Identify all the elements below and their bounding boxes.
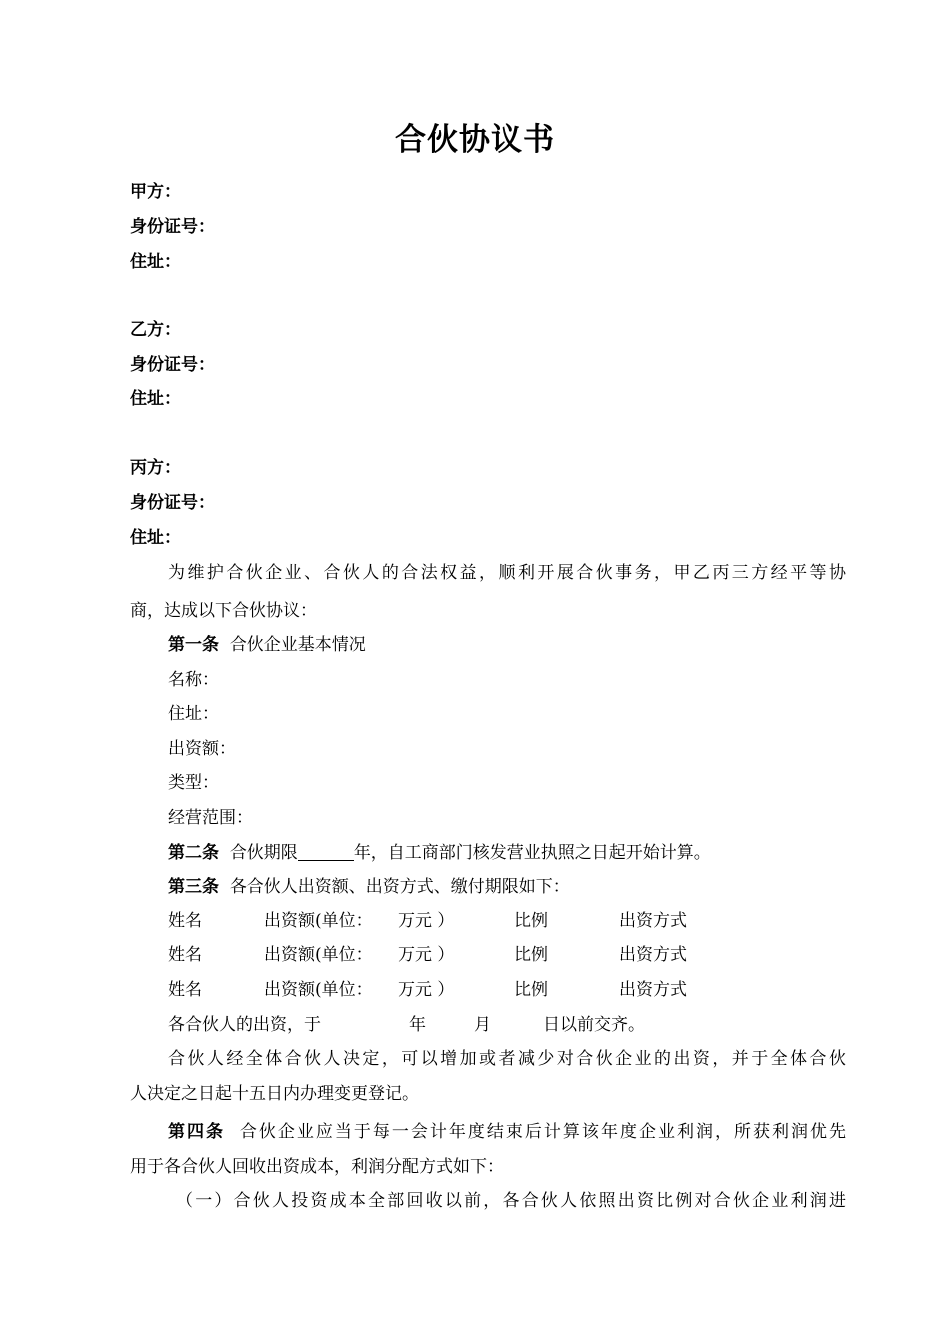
party-c-label: 丙方：: [130, 458, 181, 478]
party-a-address-label: 住址：: [130, 252, 181, 272]
article-2-text-before: 合伙期限: [229, 843, 298, 863]
party-b-id-label: 身份证号：: [130, 355, 215, 375]
row-amount: 出资额(单位：: [264, 945, 373, 965]
deadline-month: 月: [474, 1015, 491, 1035]
contribution-row: [0, 944, 950, 966]
row-unit: 万元 ）: [398, 980, 455, 1000]
article-4-line-2: 用于各合伙人回收出资成本，利润分配方式如下：: [130, 1157, 504, 1177]
article-4-item-1: （一）合伙人投资成本全部回收以前，各合伙人依照出资比例对合伙企业利润进: [176, 1191, 846, 1211]
article-3-heading: 第三条: [168, 877, 219, 897]
article-1-field-name: 名称：: [168, 670, 219, 690]
row-ratio: 比例: [514, 911, 548, 931]
row-amount: 出资额(单位：: [264, 980, 373, 1000]
article-4-line-1: [168, 1121, 846, 1143]
party-c-address-label: 住址：: [130, 528, 181, 548]
contribution-row: [0, 979, 950, 1001]
row-amount: 出资额(单位：: [264, 911, 373, 931]
article-4-text: 合伙企业应当于每一会计年度结束后计算该年度企业利润，所获利润优先: [239, 1122, 847, 1142]
article-1-field-scope: 经营范围：: [168, 808, 253, 828]
preamble-line-1: 为维护合伙企业、合伙人的合法权益，顺利开展合伙事务，甲乙丙三方经平等协: [168, 563, 846, 583]
party-a-label: 甲方：: [130, 182, 181, 202]
article-2-line: [168, 842, 711, 864]
article-1-field-capital: 出资额：: [168, 739, 236, 759]
row-ratio: 比例: [514, 980, 548, 1000]
row-name: 姓名: [168, 980, 202, 1000]
article-3-line: [168, 876, 570, 898]
article-3-text: 各合伙人出资额、出资方式、缴付期限如下：: [229, 877, 570, 897]
row-method: 出资方式: [619, 945, 687, 965]
row-unit: 万元 ）: [398, 945, 455, 965]
deadline-prefix: 各合伙人的出资，于: [168, 1015, 321, 1035]
contribution-row: [0, 910, 950, 932]
article-1-title: 合伙企业基本情况: [229, 635, 366, 655]
deadline-year: 年: [409, 1015, 426, 1035]
article-1-heading: 第一条: [168, 635, 219, 655]
row-ratio: 比例: [514, 945, 548, 965]
row-method: 出资方式: [619, 911, 687, 931]
article-1-heading-line: [168, 634, 366, 656]
preamble-line-2: 商，达成以下合伙协议：: [130, 601, 317, 621]
capital-change-line-1: 合伙人经全体合伙人决定，可以增加或者减少对合伙企业的出资，并于全体合伙: [168, 1049, 846, 1069]
deadline-day: 日以前交齐。: [543, 1015, 645, 1035]
article-2-text-after: 年，自工商部门核发营业执照之日起开始计算。: [353, 843, 711, 863]
party-a-id-label: 身份证号：: [130, 217, 215, 237]
row-name: 姓名: [168, 911, 202, 931]
party-b-address-label: 住址：: [130, 389, 181, 409]
party-c-id-label: 身份证号：: [130, 493, 215, 513]
payment-deadline-line: [0, 1014, 950, 1036]
term-years-blank: [298, 843, 354, 861]
article-1-field-type: 类型：: [168, 773, 219, 793]
row-unit: 万元 ）: [398, 911, 455, 931]
row-method: 出资方式: [619, 980, 687, 1000]
row-name: 姓名: [168, 945, 202, 965]
document-title: 合伙协议书: [395, 122, 555, 158]
party-b-label: 乙方：: [130, 320, 181, 340]
article-2-heading: 第二条: [168, 843, 219, 863]
article-4-heading: 第四条: [168, 1122, 226, 1142]
article-1-field-address: 住址：: [168, 704, 219, 724]
capital-change-line-2: 人决定之日起十五日内办理变更登记。: [130, 1084, 419, 1104]
